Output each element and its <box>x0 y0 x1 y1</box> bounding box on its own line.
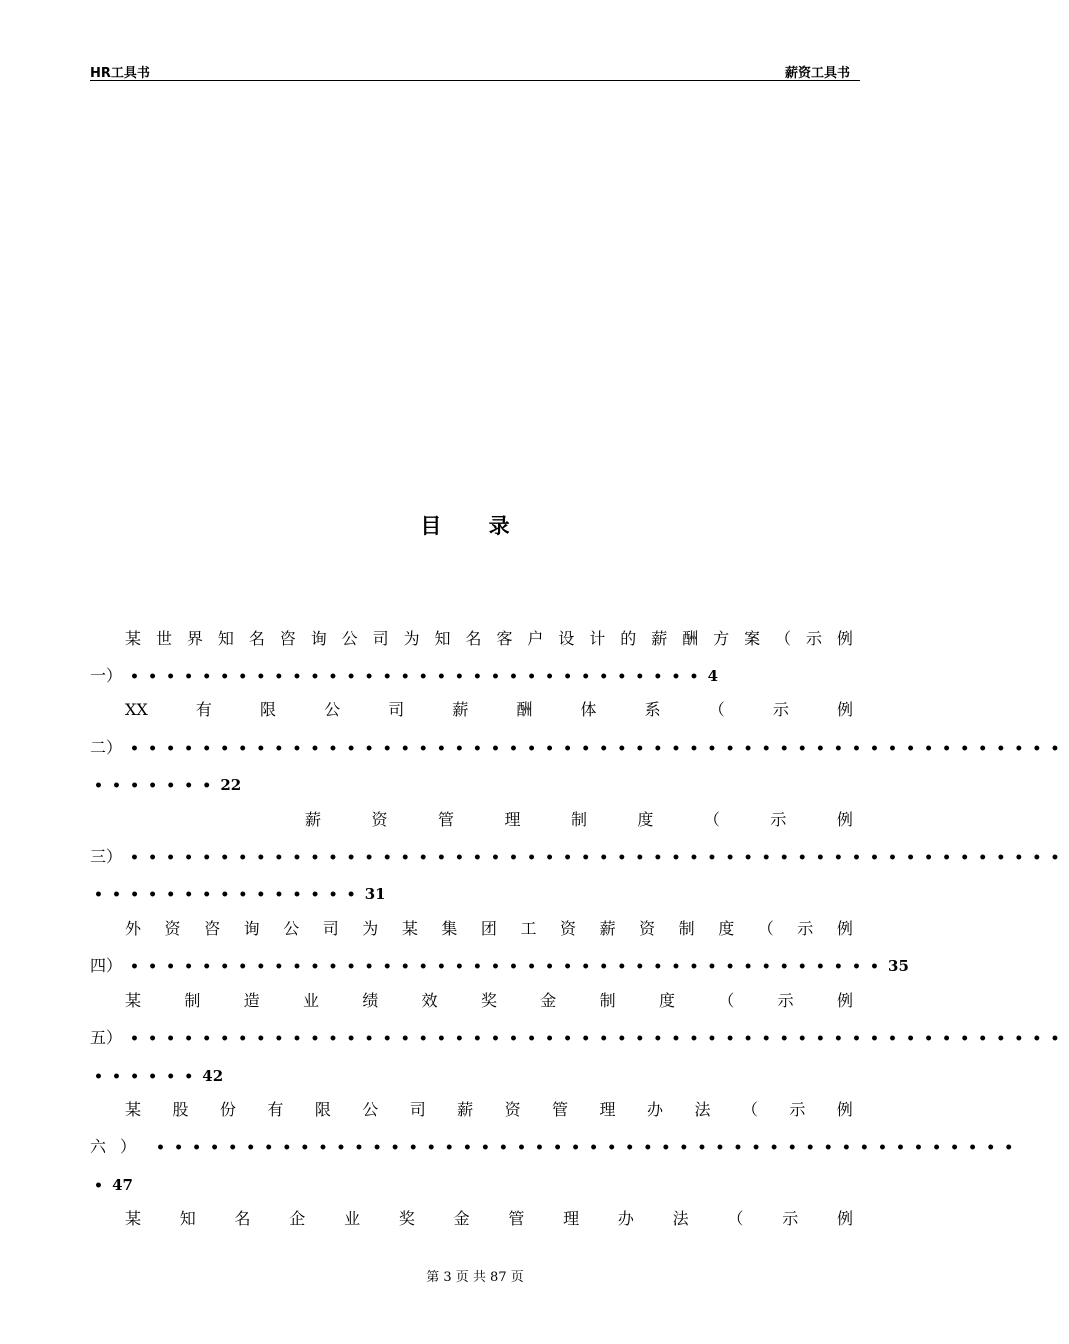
toc-title-char: 咨 <box>204 919 221 938</box>
toc-title-char: 司 <box>388 700 405 719</box>
toc-title-char: 管 <box>508 1209 525 1228</box>
toc-entry-page: 31 <box>364 885 386 903</box>
toc-entry-title[interactable] <box>125 914 853 944</box>
page-footer: 第 3 页 共 87 页 <box>426 1270 524 1285</box>
toc-title-char: 度 <box>658 991 675 1010</box>
toc-title-char: 名 <box>234 1209 251 1228</box>
toc-title-char: 金 <box>453 1209 470 1228</box>
toc-title-char: 薪 <box>599 919 616 938</box>
toc-entry-page: 35 <box>888 957 909 975</box>
toc-title-char: 奖 <box>480 991 497 1010</box>
toc-title-char: （ <box>703 810 720 829</box>
toc-title-char: 知 <box>434 629 451 648</box>
toc-title-char: 示 <box>789 1100 806 1119</box>
toc-title-char: 效 <box>421 991 438 1010</box>
toc-title-char: 某 <box>125 1100 142 1119</box>
toc-title-char: 名 <box>465 629 482 648</box>
toc-title-char: 理 <box>563 1209 580 1228</box>
toc-title-char: 公 <box>341 629 358 648</box>
toc-title-char: 示 <box>770 810 787 829</box>
toc-entry-leader: ••••••• <box>94 778 221 794</box>
toc-title-char: 的 <box>620 629 637 648</box>
toc-title-char: 业 <box>302 991 319 1010</box>
toc-title-char: 有 <box>195 700 212 719</box>
page-header <box>90 62 860 81</box>
toc-title-char: 酬 <box>516 700 533 719</box>
toc-title-char: 绩 <box>362 991 379 1010</box>
toc-entry-dots-line[interactable] <box>94 879 854 909</box>
toc-title-char: 制 <box>599 991 616 1010</box>
toc-entry-page: 42 <box>202 1067 224 1085</box>
toc-title-char: 薪 <box>452 700 469 719</box>
toc-title-char: 计 <box>589 629 606 648</box>
toc-title-char: 团 <box>480 919 497 938</box>
header-left: HR工具书 <box>90 66 150 81</box>
toc-title-char: 示 <box>805 629 822 648</box>
toc-title-char: 公 <box>324 700 341 719</box>
toc-title-char: 薪 <box>457 1100 474 1119</box>
toc-entry-dots-line[interactable] <box>90 1132 1023 1162</box>
toc-title-char: 限 <box>259 700 276 719</box>
toc-entry-dots-line[interactable] <box>90 661 860 691</box>
toc-title-char: （ <box>741 1100 758 1119</box>
toc-title-char: 询 <box>243 919 260 938</box>
toc-title-char: 度 <box>718 919 735 938</box>
toc-title-char: 某 <box>125 629 142 648</box>
toc-title-char: 薪 <box>305 810 322 829</box>
toc-entry-cont: 五） <box>90 1028 123 1047</box>
toc-title-char: 案 <box>744 629 761 648</box>
toc-title-char: 限 <box>314 1100 331 1119</box>
toc-title-char: 名 <box>248 629 265 648</box>
toc-title-char: 薪 <box>651 629 668 648</box>
toc-title-char: （ <box>775 629 792 648</box>
toc-title-char: 公 <box>283 919 300 938</box>
toc-entry-cont: 二） <box>90 738 123 757</box>
toc-title-char: 为 <box>403 629 420 648</box>
toc-title-char: （ <box>727 1209 744 1228</box>
toc-entry-leader: •••••••••••••••••••••••••••••••••••••••••• <box>130 959 889 975</box>
toc-entry-leader: •••••••••••••••••••••••••••••••••••••••••••••••• <box>156 1140 1023 1156</box>
toc-title: 目 录 <box>420 513 530 538</box>
toc-title-char: 示 <box>782 1209 799 1228</box>
toc-title-char: （ <box>708 700 725 719</box>
toc-title-char: 咨 <box>279 629 296 648</box>
toc-entry-title[interactable] <box>125 624 853 654</box>
toc-title-char: 例 <box>836 810 853 829</box>
toc-entry-dots-line[interactable] <box>90 1023 1069 1053</box>
toc-title-char: （ <box>718 991 735 1010</box>
toc-entry-dots-line[interactable] <box>94 770 854 800</box>
toc-entry-title[interactable] <box>305 805 853 835</box>
toc-entry-leader: •••••••••••••••••••••••••••••••••••••••••••••••••••• <box>130 741 1069 757</box>
toc-title-char: 例 <box>836 1209 853 1228</box>
toc-title-char: 资 <box>560 919 577 938</box>
toc-title-char: 例 <box>836 1100 853 1119</box>
toc-title-char: 理 <box>599 1100 616 1119</box>
toc-title-char: 资 <box>164 919 181 938</box>
toc-entry-title[interactable] <box>125 1095 853 1125</box>
toc-title-char: 询 <box>310 629 327 648</box>
toc-title-char: 业 <box>344 1209 361 1228</box>
toc-title-char: 示 <box>772 700 789 719</box>
toc-title-char: 某 <box>401 919 418 938</box>
toc-title-char: 制 <box>184 991 201 1010</box>
toc-title-char: 企 <box>289 1209 306 1228</box>
toc-title-char: 管 <box>437 810 454 829</box>
toc-title-char: 奖 <box>398 1209 415 1228</box>
toc-title-char: XX <box>125 700 148 719</box>
toc-title-char: 某 <box>125 1209 142 1228</box>
toc-title-char: 度 <box>637 810 654 829</box>
toc-title-char: 司 <box>409 1100 426 1119</box>
toc-title-char: 有 <box>267 1100 284 1119</box>
toc-title-char: 酬 <box>682 629 699 648</box>
toc-entry-leader: •••••••••••••••••••••••••••••••••••••••••••••••••••• <box>130 1031 1069 1047</box>
toc-title-char: 资 <box>371 810 388 829</box>
toc-entry-page: 22 <box>220 776 242 794</box>
toc-entry-dots-line[interactable] <box>90 951 909 981</box>
toc-title-char: 司 <box>372 629 389 648</box>
toc-title-char: 造 <box>243 991 260 1010</box>
toc-title-char: 金 <box>540 991 557 1010</box>
toc-entry-cont: 六） <box>90 1137 151 1156</box>
toc-title-char: 制 <box>570 810 587 829</box>
toc-entry-title[interactable] <box>125 986 853 1016</box>
toc-title-char: 司 <box>322 919 339 938</box>
toc-entry-leader: •••••• <box>94 1069 203 1085</box>
toc-title-char: 外 <box>125 919 142 938</box>
toc-title-char: 例 <box>836 700 853 719</box>
toc-title-char: 示 <box>777 991 794 1010</box>
header-right: 薪资工具书 <box>784 66 850 81</box>
toc-entry-leader: •••••••••••••••••••••••••••••••••••••••••••••••••••• <box>130 850 1069 866</box>
toc-title-char: 法 <box>694 1100 711 1119</box>
toc-entry-leader: ••••••••••••••• <box>94 887 365 903</box>
toc-entry-dots-line[interactable] <box>94 1170 854 1200</box>
toc-title-char: 世 <box>155 629 172 648</box>
toc-title-char: 制 <box>678 919 695 938</box>
toc-title-char: 为 <box>362 919 379 938</box>
toc-title-char: 客 <box>496 629 513 648</box>
toc-entry-page: 4 <box>707 667 718 685</box>
toc-title-char: 知 <box>179 1209 196 1228</box>
toc-entry-dots-line[interactable] <box>94 1061 854 1091</box>
toc-entry-dots-line[interactable] <box>90 842 1069 872</box>
toc-title-char: 理 <box>504 810 521 829</box>
toc-entry-dots-line[interactable] <box>90 733 1069 763</box>
toc-title-char: 方 <box>713 629 730 648</box>
toc-entry-leader: • <box>94 1178 113 1194</box>
toc-title-char: 某 <box>125 991 142 1010</box>
toc-entry-cont: 三） <box>90 847 123 866</box>
toc-title-char: 法 <box>672 1209 689 1228</box>
toc-title-char: 例 <box>836 629 853 648</box>
toc-entry-cont: 一） <box>90 666 123 685</box>
toc-title-char: 户 <box>527 629 544 648</box>
toc-title-char: 界 <box>186 629 203 648</box>
toc-title-char: 示 <box>797 919 814 938</box>
toc-title-char: 公 <box>362 1100 379 1119</box>
toc-title-char: 资 <box>504 1100 521 1119</box>
toc-title-char: 例 <box>836 991 853 1010</box>
toc-entry-title[interactable] <box>125 1204 853 1234</box>
toc-title-char: 管 <box>552 1100 569 1119</box>
toc-title-char: 份 <box>219 1100 236 1119</box>
toc-entry-leader: •••••••••••••••••••••••••••••••• <box>130 669 708 685</box>
toc-entry-cont: 四） <box>90 956 123 975</box>
toc-title-char: 例 <box>836 919 853 938</box>
toc-title-char: 知 <box>217 629 234 648</box>
toc-entry-page: 47 <box>112 1176 133 1194</box>
toc-title-char: （ <box>757 919 774 938</box>
toc-title-char: 设 <box>558 629 575 648</box>
toc-entry-title[interactable] <box>125 695 853 725</box>
toc-title-char: 资 <box>639 919 656 938</box>
toc-title-char: 股 <box>172 1100 189 1119</box>
toc-title-char: 工 <box>520 919 537 938</box>
toc-title-char: 体 <box>580 700 597 719</box>
toc-title-char: 办 <box>617 1209 634 1228</box>
toc-title-char: 集 <box>441 919 458 938</box>
toc-title-char: 系 <box>644 700 661 719</box>
toc-title-char: 办 <box>646 1100 663 1119</box>
